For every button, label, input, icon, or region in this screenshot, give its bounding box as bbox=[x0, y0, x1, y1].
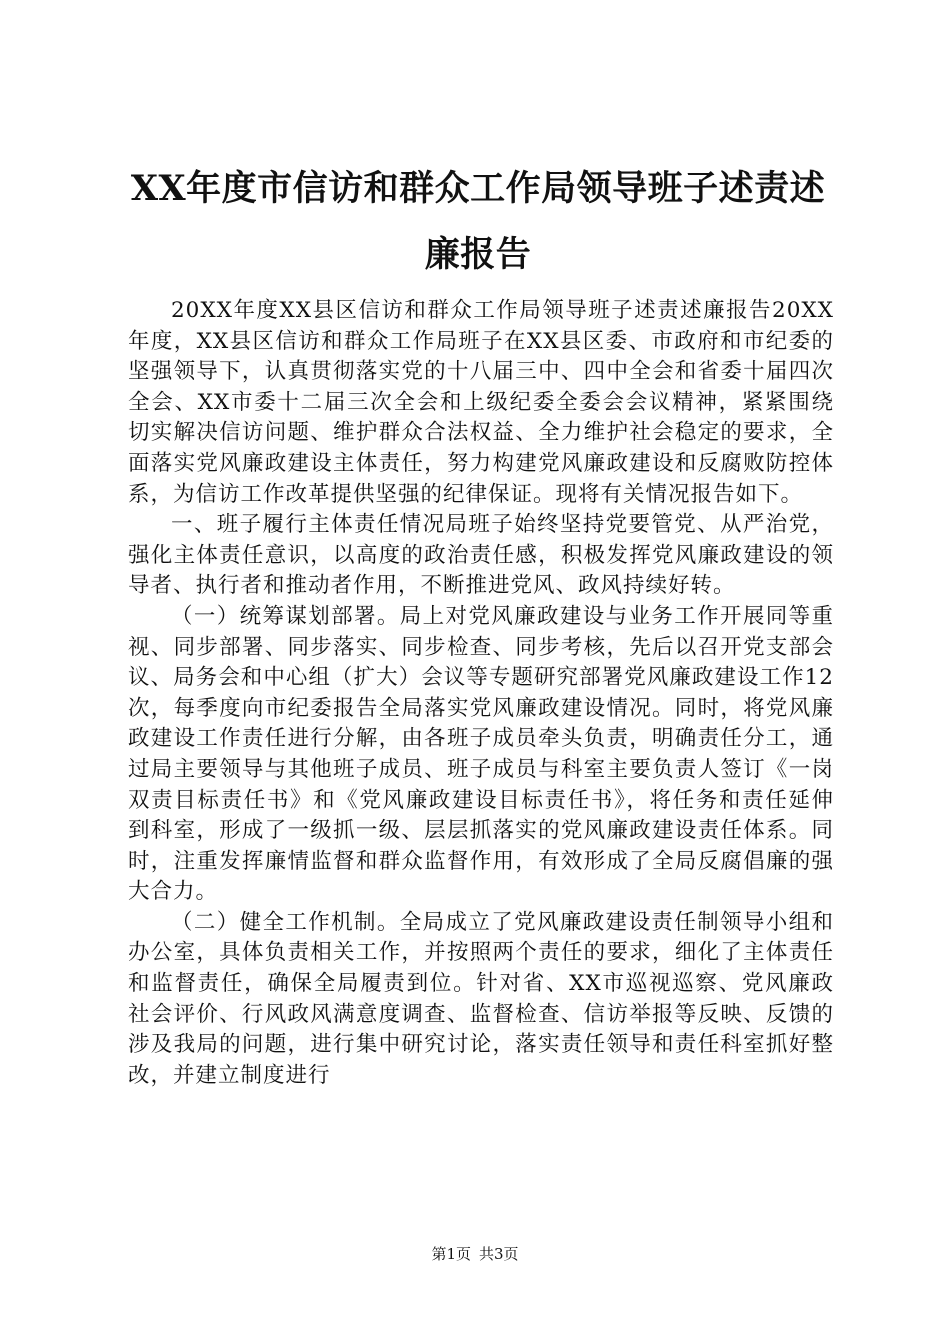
document-title: XX年度市信访和群众工作局领导班子述责述廉报告 bbox=[130, 168, 826, 275]
paragraph: （一）统筹谋划部署。局上对党风廉政建设与业务工作开展同等重视、同步部署、同步落实、同步检查、同步考核，先后以召开党支部会议、局务会和中心组（扩大）会议等专题研究部署党风廉政建设工作12次，每季度向市纪委报告全局落实党风廉政建设情况。同时，将党风廉政建设工作责任进行分解，由各班子成员牵头负责，明确责任分工，通过局主要领导与其他班子成员、班子成员与科室主要负责人签订《一岗双责目标责任书》和《党风廉政建设目标责任书》，将任务和责任延伸到科室，形成了一级抓一级、层层抓落实的党风廉政建设责任体系。同时，注重发挥廉情监督和群众监督作用，有效形成了全局反腐倡廉的强大合力。 bbox=[128, 603, 834, 905]
paragraph: （二）健全工作机制。全局成立了党风廉政建设责任制领导小组和办公室，具体负责相关工作，并按照两个责任的要求，细化了主体责任和监督责任，确保全局履责到位。针对省、XX市巡视巡察、党风廉政社会评价、行风政风满意度调查、监督检查、信访举报等反映、反馈的涉及我局的问题，进行集中研究讨论，落实责任领导和责任科室抓好整改，并建立制度进行 bbox=[128, 909, 834, 1088]
paragraph: 20XX年度XX县区信访和群众工作局领导班子述责述廉报告20XX年度，XX县区信访和群众工作局班子在XX县区委、市政府和市纪委的坚强领导下，认真贯彻落实党的十八届三中、四中全会和省委十届四次全会、XX市委十二届三次全会和上级纪委全委会会议精神，紧紧围绕切实解决信访问题、维护群众合法权益、全力维护社会稳定的要求，全面落实党风廉政建设主体责任，努力构建党风廉政建设和反腐败防控体系，为信访工作改革提供坚强的纪律保证。现将有关情况报告如下。 bbox=[128, 298, 834, 507]
page-number: 第1页 bbox=[431, 1245, 471, 1263]
page-total: 共3页 bbox=[479, 1245, 519, 1263]
paragraph: 一、班子履行主体责任情况局班子始终坚持党要管党、从严治党，强化主体责任意识，以高度的政治责任感，积极发挥党风廉政建设的领导者、执行者和推动者作用，不断推进党风、政风持续好转。 bbox=[128, 512, 834, 599]
document-body bbox=[128, 296, 834, 1091]
page-footer bbox=[0, 1244, 950, 1264]
